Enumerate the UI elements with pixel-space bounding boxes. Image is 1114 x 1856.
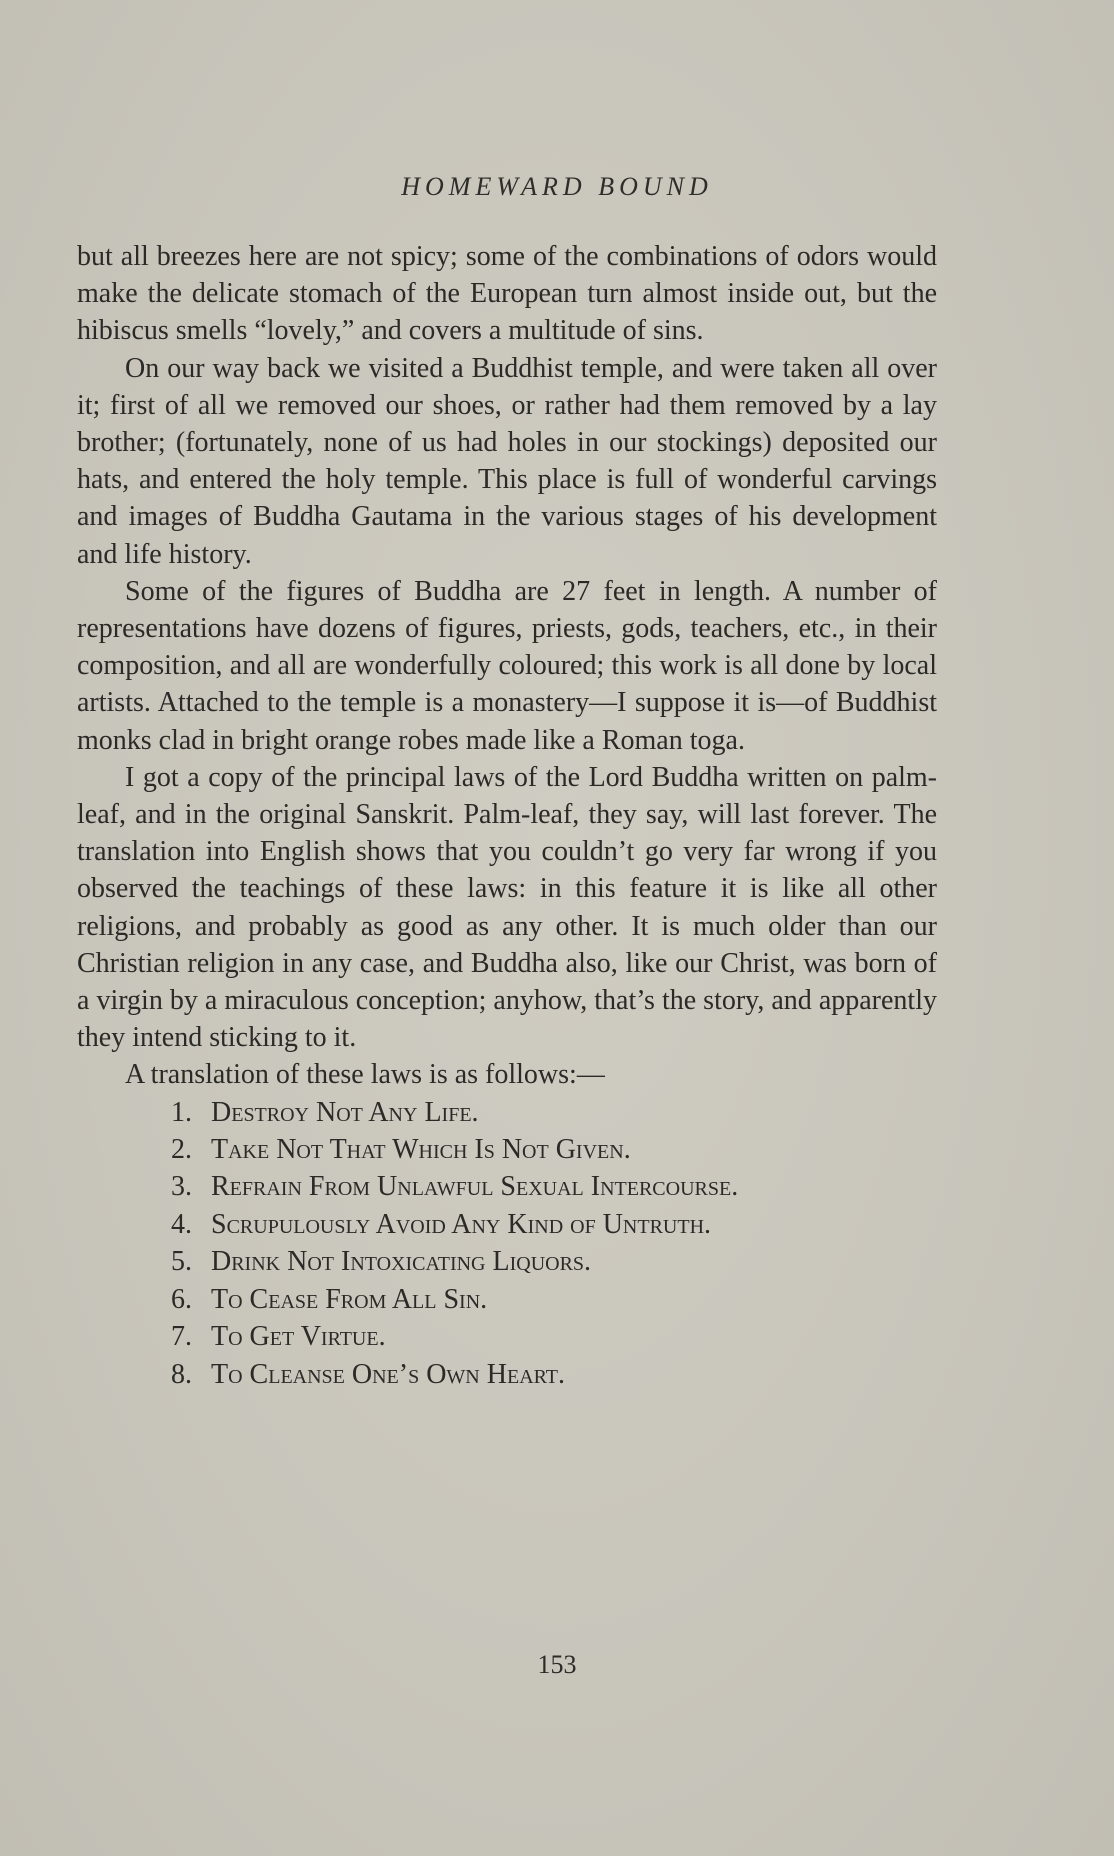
laws-list [77, 1094, 937, 1393]
law-number: 2. [171, 1134, 192, 1166]
law-text: Scrupulously Avoid Any Kind of Untruth. [211, 1208, 712, 1240]
law-text: To Cease From All Sin. [211, 1283, 488, 1315]
law-number: 1. [171, 1096, 192, 1128]
law-number: 6. [171, 1283, 192, 1315]
law-text: To Cleanse One’s Own Heart. [211, 1358, 565, 1390]
law-text: Refrain From Unlawful Sexual Intercourse. [211, 1171, 739, 1203]
law-item [171, 1168, 937, 1205]
law-number: 7. [171, 1321, 192, 1353]
law-text: To Get Virtue. [211, 1321, 386, 1353]
law-number: 4. [171, 1208, 192, 1240]
law-item [171, 1206, 937, 1243]
law-item [171, 1243, 937, 1280]
law-number: 8. [171, 1358, 192, 1390]
law-item [171, 1131, 937, 1168]
running-head: HOMEWARD BOUND [401, 172, 713, 201]
law-item [171, 1281, 937, 1318]
law-text: Drink Not Intoxicating Liquors. [211, 1246, 592, 1278]
paragraph: Some of the figures of Buddha are 27 feet in length. A number of representations have dozens of figures, priests, gods, teachers, etc., in their composition, and all are wonderfully coloured; this work is all done by local artists. Attached to the temple is a monastery—I suppose it is—of Buddhist monks clad in bright orange robes made like a Roman toga. [77, 575, 937, 756]
law-text: Destroy Not Any Life. [211, 1096, 479, 1128]
paragraph: A translation of these laws is as follows:— [125, 1059, 605, 1091]
law-item [171, 1094, 937, 1131]
paragraph: but all breezes here are not spicy; some of the combinations of odors would make the delicate stomach of the European turn almost inside out, but the hibiscus smells “lovely,” and covers a multitude of sins. [77, 241, 937, 347]
law-number: 5. [171, 1246, 192, 1278]
paragraph: On our way back we visited a Buddhist temple, and were taken all over it; first of all we removed our shoes, or rather had them removed by a lay brother; (fortunately, none of us had holes in our stockings) deposited our hats, and entered the holy temple. This place is full of wonderful carvings and images of Buddha Gautama in the various stages of his development and life history. [77, 352, 937, 570]
law-number: 3. [171, 1171, 192, 1203]
page-number: 153 [537, 1650, 577, 1679]
law-text: Take Not That Which Is Not Given. [211, 1134, 631, 1166]
law-item [171, 1356, 937, 1393]
body-text [77, 238, 937, 1393]
law-item [171, 1318, 937, 1355]
paragraph: I got a copy of the principal laws of the Lord Buddha written on palm-leaf, and in the original Sanskrit. Palm-leaf, they say, will last forever. The translation into English shows that you couldn’t go very far wrong if you observed the teachings of these laws: in this feature it is like all other religions, and probably as good as any other. It is much older than our Christian religion in any case, and Buddha also, like our Christ, was born of a virgin by a miraculous conception; anyhow, that’s the story, and apparently they intend sticking to it. [77, 761, 937, 1054]
